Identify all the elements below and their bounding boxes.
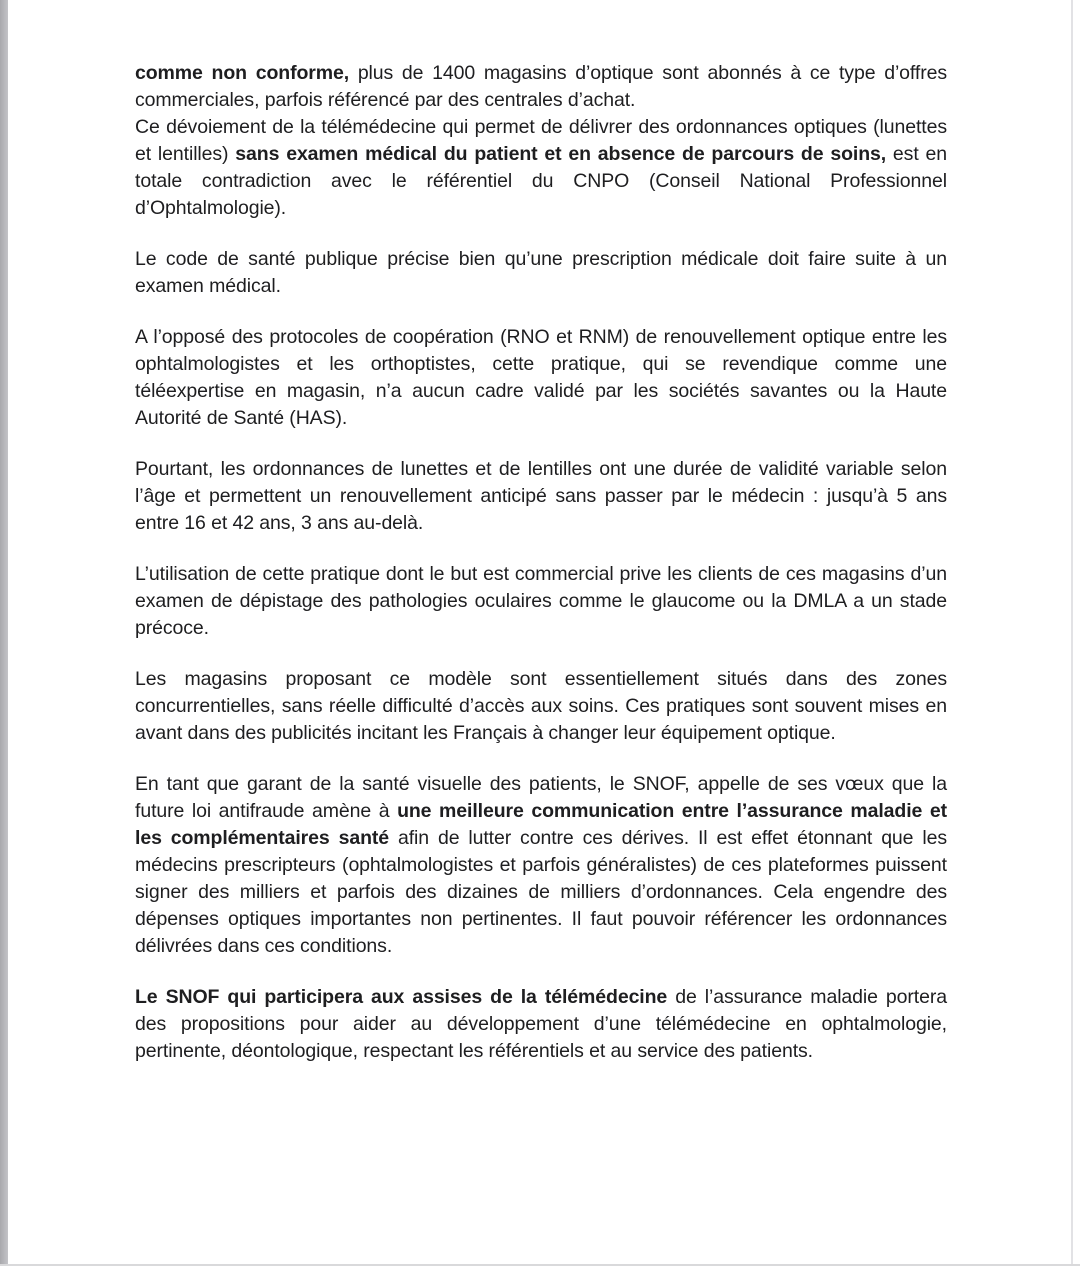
- paragraph: [135, 246, 947, 300]
- paragraph: [135, 771, 947, 960]
- document-body: [135, 60, 947, 1065]
- photo-left-edge: [0, 0, 8, 1266]
- paragraph-text: Les magasins proposant ce modèle sont essentiellement situés dans des zones concurrentielles, sans réelle difficulté d’accès aux soins. Ces pratiques sont souvent mises en avant dans des publicités incitant les Français à changer leur équipement optique.: [135, 668, 947, 744]
- paragraph-text: est en totale contradiction avec le référentiel du CNPO (Conseil National Professionnel d’Ophtalmologie).: [135, 143, 947, 219]
- paragraph-text: Pourtant, les ordonnances de lunettes et de lentilles ont une durée de validité variable selon l’âge et permettent un renouvellement anticipé sans passer par le médecin : jusqu’à 5 ans entre 16 et 42 ans, 3 ans au-delà.: [135, 458, 947, 534]
- paragraph-text: Le code de santé publique précise bien qu’une prescription médicale doit faire suite à un examen médical.: [135, 248, 947, 297]
- paragraph: [135, 984, 947, 1065]
- paragraph: [135, 456, 947, 537]
- paragraph-text: afin de lutter contre ces dérives. Il est effet étonnant que les médecins prescripteurs (ophtalmologistes et parfois généralistes) de ces plateformes puissent signer des milliers et parfois des dizaines de milliers d’ordonnances. Cela engendre des dépenses optiques importantes non pertinentes. Il faut pouvoir référencer les ordonnances délivrées dans ces conditions.: [135, 827, 947, 957]
- paragraph-text: de l’assurance maladie portera des propositions pour aider au développement d’une télémédecine en ophtalmologie, pertinente, déontologique, respectant les référentiels et au service des patients.: [135, 986, 948, 1062]
- paragraph-text: A l’opposé des protocoles de coopération (RNO et RNM) de renouvellement optique entre les ophtalmologistes et les orthoptistes, cette pratique, qui se revendique comme une téléexpertise en magasin, n’a aucun cadre validé par les sociétés savantes ou la Haute Autorité de Santé (HAS).: [135, 326, 947, 429]
- paragraph-text: L’utilisation de cette pratique dont le but est commercial prive les clients de ces magasins d’un examen de dépistage des pathologies oculaires comme le glaucome ou la DMLA a un stade précoce.: [135, 563, 947, 639]
- paragraph: [135, 60, 947, 114]
- paragraph-text: En tant que garant de la santé visuelle des patients, le SNOF, appelle de ses vœux que la future loi antifraude amène à: [135, 773, 947, 822]
- paragraph-text-bold: sans examen médical du patient et en absence de parcours de soins,: [235, 143, 887, 165]
- paragraph: [135, 324, 947, 432]
- paragraph-text: plus de 1400 magasins d’optique sont abonnés à ce type d’offres commerciales, parfois référencé par des centrales d’achat.: [135, 62, 947, 111]
- paragraph-text: Ce dévoiement de la télémédecine qui permet de délivrer des ordonnances optiques (lunettes et lentilles): [135, 116, 947, 165]
- paragraph-text-bold: une meilleure communication entre l’assurance maladie et les complémentaires santé: [135, 800, 947, 849]
- paragraph: [135, 114, 947, 222]
- paragraph-text-bold: comme non conforme,: [135, 62, 358, 84]
- photo-right-edge: [1071, 0, 1073, 1266]
- paragraph-text-bold: Le SNOF qui participera aux assises de la télémédecine: [135, 986, 668, 1008]
- paragraph: [135, 561, 947, 642]
- paragraph: [135, 666, 947, 747]
